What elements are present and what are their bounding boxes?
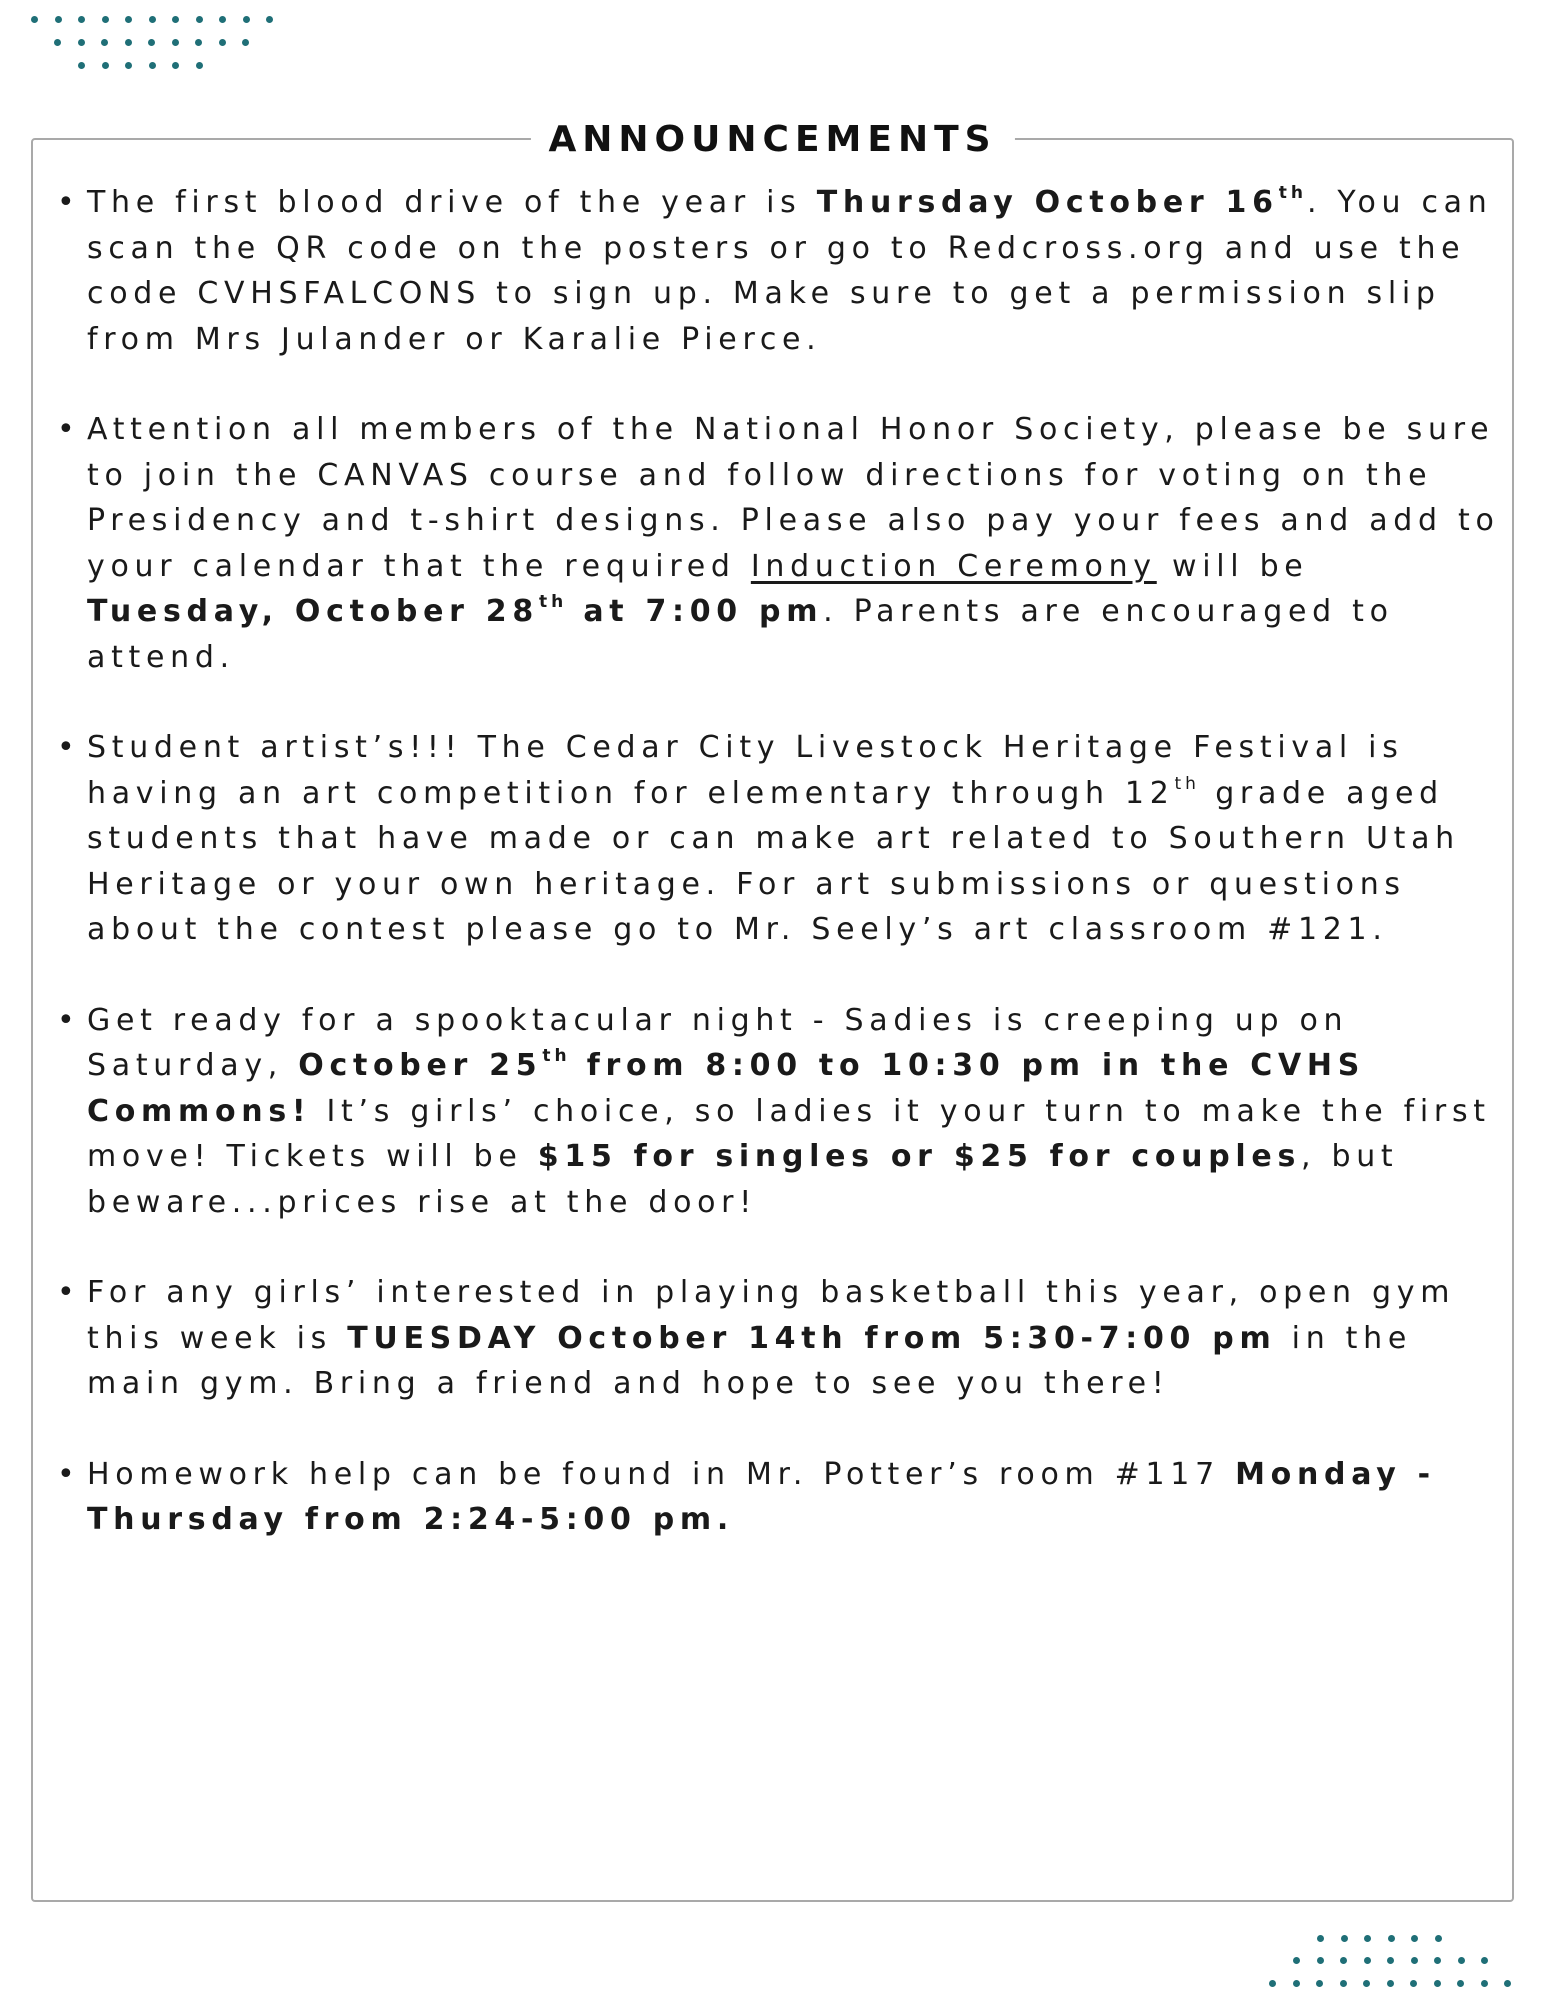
decorative-dot xyxy=(1434,1980,1441,1987)
decorative-dot xyxy=(125,62,132,69)
announcement-art-competition xyxy=(57,725,1512,953)
decorative-dot xyxy=(266,16,273,23)
decorative-dot xyxy=(149,16,156,23)
bullet-icon: • xyxy=(57,1456,81,1492)
bullet-icon: • xyxy=(57,185,81,220)
decorative-dot xyxy=(1317,1935,1324,1942)
decorative-dot xyxy=(1481,1980,1488,1987)
decorative-dot xyxy=(1481,1957,1488,1964)
decorative-dot xyxy=(196,62,203,69)
decorative-dot xyxy=(1341,1935,1348,1942)
announcement-text: , but beware...prices rise at the door! xyxy=(87,1139,1399,1220)
decorative-dot xyxy=(1340,1957,1347,1964)
announcement-bold: Thursday October 16 xyxy=(816,185,1279,220)
announcements-title: ANNOUNCEMENTS xyxy=(530,114,1014,166)
decorative-dot xyxy=(1364,1935,1371,1942)
decorative-dot xyxy=(1363,1980,1370,1987)
decorative-dot xyxy=(148,39,155,46)
decorative-dot xyxy=(1410,1980,1417,1987)
announcement-text: For any girls’ interested in playing basketball this year, open gym this week is xyxy=(87,1275,1456,1356)
announcement-bold: TUESDAY October 14th from 5:30-7:00 pm xyxy=(347,1320,1277,1356)
decorative-dot xyxy=(219,16,226,23)
decorative-dot xyxy=(78,16,85,23)
decorative-dot xyxy=(31,16,38,23)
decorative-dot xyxy=(1364,1957,1371,1964)
announcement-text: Student artist’s!!! The Cedar City Livestock Heritage Festival is having an art competition for elementary through 12 xyxy=(87,730,1404,811)
decorative-dot xyxy=(1387,1957,1394,1964)
decorative-dot xyxy=(242,39,249,46)
announcement-text: will be xyxy=(1156,548,1309,584)
ordinal-suffix: th xyxy=(1278,183,1307,203)
bullet-icon: • xyxy=(57,1002,81,1038)
decorative-dot xyxy=(243,16,250,23)
decorative-dots-top xyxy=(0,0,300,80)
decorative-dot xyxy=(78,39,85,46)
decorative-dot xyxy=(172,62,179,69)
announcement-sadies xyxy=(57,998,1512,1226)
decorative-dot xyxy=(1293,1980,1300,1987)
decorative-dot xyxy=(1435,1935,1442,1942)
decorative-dot xyxy=(54,39,61,46)
decorative-dot xyxy=(102,62,109,69)
decorative-dot xyxy=(1411,1957,1418,1964)
decorative-dot xyxy=(1340,1980,1347,1987)
decorative-dot xyxy=(196,16,203,23)
decorative-dot xyxy=(101,39,108,46)
announcement-bold: from 8:00 to 10:30 pm in the CVHS Commons! xyxy=(87,1048,1366,1129)
announcement-text: in the main gym. Bring a friend and hope to see you there! xyxy=(87,1320,1412,1401)
decorative-dot xyxy=(1316,1980,1323,1987)
ordinal-suffix: th xyxy=(542,1046,571,1066)
announcement-text: Get ready for a spooktacular night - Sadies is creeping up on Saturday, xyxy=(87,1002,1349,1083)
announcement-underlined: Induction Ceremony xyxy=(750,548,1157,584)
ordinal-suffix: th xyxy=(538,592,568,612)
decorative-dot xyxy=(125,16,132,23)
announcement-homework-help xyxy=(57,1452,1512,1543)
bullet-icon: • xyxy=(57,1275,81,1310)
announcement-basketball xyxy=(57,1270,1512,1407)
announcements-panel xyxy=(31,119,1514,1902)
decorative-dot xyxy=(1504,1980,1511,1987)
announcement-text: . You can scan the QR code on the posters or go to Redcross.org and use the code CVHSFALCONS to sign up. Make sure to get a permission slip from Mrs Julander or Karalie Pierce. xyxy=(87,185,1493,357)
decorative-dot xyxy=(102,16,109,23)
decorative-dot xyxy=(172,39,179,46)
announcement-honor-society xyxy=(57,407,1512,680)
decorative-dot xyxy=(1457,1980,1464,1987)
decorative-dot xyxy=(1387,1980,1394,1987)
announcement-text: grade aged students that have made or can make art related to Southern Utah Heritage or your own heritage. For art submissions or questions about the contest please go to Mr. Seely’s art classroom #121. xyxy=(87,775,1460,947)
ordinal-suffix: th xyxy=(1174,773,1200,794)
decorative-dot xyxy=(172,16,179,23)
announcement-text: Attention all members of the National Honor Society, please be sure to join the CANVAS course and follow directions for voting on the Presidency and t-shirt designs. Please also pay your fees and add to your calendar that the required xyxy=(87,412,1500,584)
announcement-bold: October 25 xyxy=(298,1048,543,1083)
announcement-bold: Tuesday, October 28 xyxy=(87,594,539,629)
decorative-dots-bottom xyxy=(1240,1920,1545,2000)
bullet-icon: • xyxy=(57,412,81,447)
decorative-dot xyxy=(1458,1957,1465,1964)
decorative-dot xyxy=(195,39,202,46)
bullet-icon: • xyxy=(57,730,81,765)
decorative-dot xyxy=(1411,1935,1418,1942)
decorative-dot xyxy=(55,16,62,23)
announcement-text: It’s girls’ choice, so ladies it your turn to make the first move! Tickets will be xyxy=(87,1093,1491,1174)
decorative-dot xyxy=(1293,1957,1300,1964)
announcement-bold: Monday - Thursday from 2:24-5:00 pm. xyxy=(87,1456,1436,1537)
decorative-dot xyxy=(219,39,226,46)
announcement-text: Homework help can be found in Mr. Potter’s room #117 xyxy=(87,1456,1236,1492)
decorative-dot xyxy=(1434,1957,1441,1964)
announcement-bold: $15 for singles or $25 for couples xyxy=(537,1139,1301,1174)
announcement-bold: at 7:00 pm xyxy=(567,594,824,629)
decorative-dot xyxy=(1317,1957,1324,1964)
decorative-dot xyxy=(78,62,85,69)
decorative-dot xyxy=(1269,1980,1276,1987)
announcement-blood-drive xyxy=(57,180,1512,362)
decorative-dot xyxy=(1388,1935,1395,1942)
announcement-text: . Parents are encouraged to attend. xyxy=(87,594,1394,675)
decorative-dot xyxy=(149,62,156,69)
announcement-list xyxy=(33,180,1512,1588)
decorative-dot xyxy=(125,39,132,46)
announcement-text: The first blood drive of the year is xyxy=(87,185,817,220)
